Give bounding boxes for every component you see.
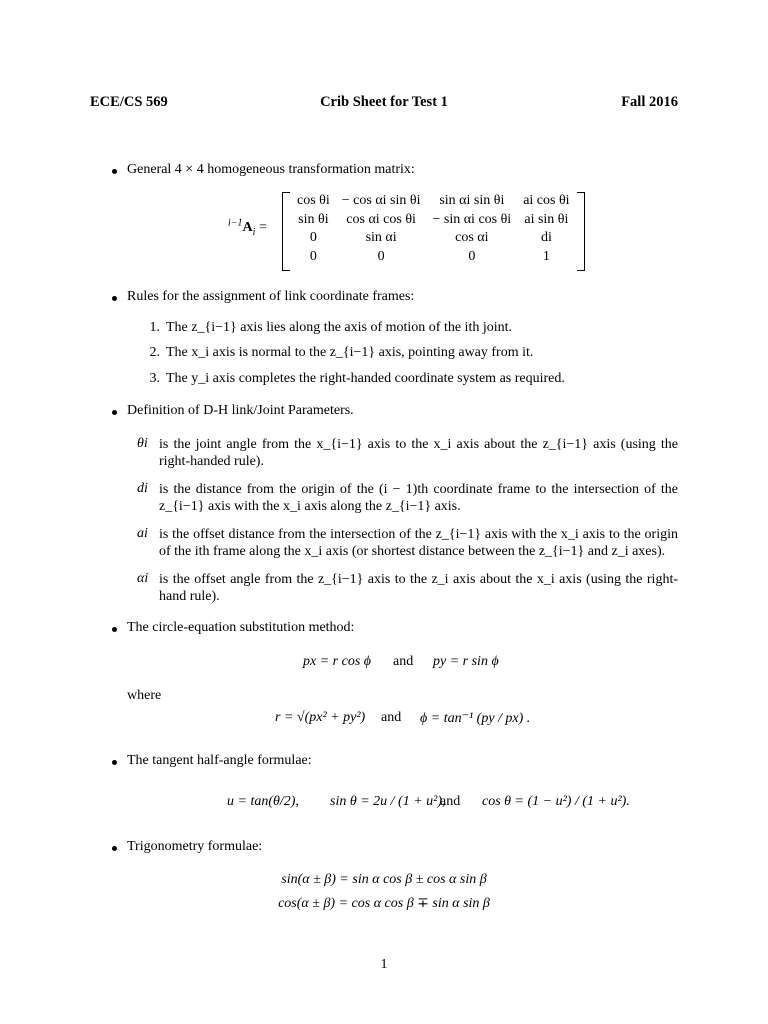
bullet-dot-icon <box>112 169 117 174</box>
bullet-dot-icon <box>112 410 117 415</box>
page-number: 1 <box>380 957 388 972</box>
bullet-circle-text: The circle-equation substitution method: <box>127 620 355 635</box>
rule-item: 2. The x_i axis is normal to the z_{i−1} axis, pointing away from it. <box>149 345 534 360</box>
circle-py-equation: py = r sin ϕ <box>433 654 499 669</box>
matrix-right-bracket <box>577 192 585 271</box>
rule-item: 1. The z_{i−1} axis lies along the axis of motion of the ith joint. <box>149 320 513 335</box>
definition-alpha: αi is the offset angle from the z_{i−1} axis to the z_i axis about the x_i axis (using the right-hand rule). <box>137 571 678 604</box>
matrix-cell: − cos αi sin θi <box>341 193 421 209</box>
document-title: Crib Sheet for Test 1 <box>320 94 448 110</box>
tangent-u-equation: u = tan(θ/2), <box>227 794 299 809</box>
circle-px-equation: px = r cos ϕ <box>303 654 372 669</box>
definition-theta: θi is the joint angle from the x_{i−1} axis to the x_i axis about the z_{i−1} axis (using the right-handed rule). <box>137 436 678 469</box>
circle-r-equation: r = √(px² + py²) <box>275 710 366 725</box>
definition-a: ai is the offset distance from the intersection of the z_{i−1} axis with the x_i axis to the origin of the ith frame along the x_i axis (or shortest distance between the z_{i−1} and z_i axes). <box>137 526 678 559</box>
matrix-cell: sin αi <box>365 230 397 246</box>
matrix-cell: di <box>540 230 552 246</box>
bullet-matrix-text: General 4 × 4 homogeneous transformation matrix: <box>127 162 415 177</box>
matrix-cell: sin αi sin θi <box>439 193 505 209</box>
tangent-sin-equation: sin θ = 2u / (1 + u²), <box>330 794 446 809</box>
course-code: ECE/CS 569 <box>90 94 168 110</box>
matrix-left-bracket <box>282 192 290 271</box>
circle-and-1: and <box>393 654 414 669</box>
matrix-cell: 0 <box>377 248 385 264</box>
bullet-tangent-text: The tangent half-angle formulae: <box>127 753 312 768</box>
matrix-row <box>291 192 576 211</box>
rule-item: 3. The y_i axis completes the right-handed coordinate system as required. <box>149 371 565 386</box>
transformation-matrix <box>282 192 585 266</box>
matrix-row <box>291 211 576 230</box>
bullet-dot-icon <box>112 760 117 765</box>
matrix-cell: cos αi <box>455 230 489 246</box>
circle-and-2: and <box>381 710 402 725</box>
matrix-cell: cos αi cos θi <box>346 211 416 227</box>
matrix-cell: ai cos θi <box>523 193 570 209</box>
matrix-cell: − sin αi cos θi <box>432 211 512 227</box>
matrix-cell: cos θi <box>297 193 330 209</box>
term: Fall 2016 <box>621 94 678 110</box>
matrix-lhs: $^{i-1}A_i$ = <box>228 217 267 238</box>
trig-sin-identity: sin(α ± β) = sin α cos β ± cos α sin β <box>281 872 487 887</box>
document-page <box>90 0 678 1024</box>
matrix-cell: ai sin θi <box>524 211 569 227</box>
bullet-dh-text: Definition of D-H link/Joint Parameters. <box>127 403 354 418</box>
matrix-row <box>291 248 576 267</box>
bullet-dot-icon <box>112 627 117 632</box>
matrix-row <box>291 229 576 248</box>
bullet-dot-icon <box>112 296 117 301</box>
bullet-rules-text: Rules for the assignment of link coordinate frames: <box>127 289 415 304</box>
matrix-cell: 0 <box>468 248 476 264</box>
matrix-cell: 0 <box>309 230 317 246</box>
bullet-dot-icon <box>112 846 117 851</box>
definition-d: di is the distance from the origin of the (i − 1)th coordinate frame to the intersection of the z_{i−1} axis with the x_i axis along the z_{i−1} axis. <box>137 481 678 514</box>
matrix-table <box>291 192 576 266</box>
tangent-cos-equation: cos θ = (1 − u²) / (1 + u²). <box>482 794 630 809</box>
trig-cos-identity: cos(α ± β) = cos α cos β ∓ sin α sin β <box>278 896 490 911</box>
matrix-cell: 1 <box>542 248 550 264</box>
bullet-trig-text: Trigonometry formulae: <box>127 839 263 854</box>
page-header <box>90 94 678 114</box>
circle-phi-equation: ϕ = tan⁻¹ (py / px) . <box>420 711 531 726</box>
matrix-cell: 0 <box>309 248 317 264</box>
matrix-cell: sin θi <box>298 211 329 227</box>
circle-where: where <box>127 688 162 703</box>
tangent-and: and <box>440 794 461 809</box>
